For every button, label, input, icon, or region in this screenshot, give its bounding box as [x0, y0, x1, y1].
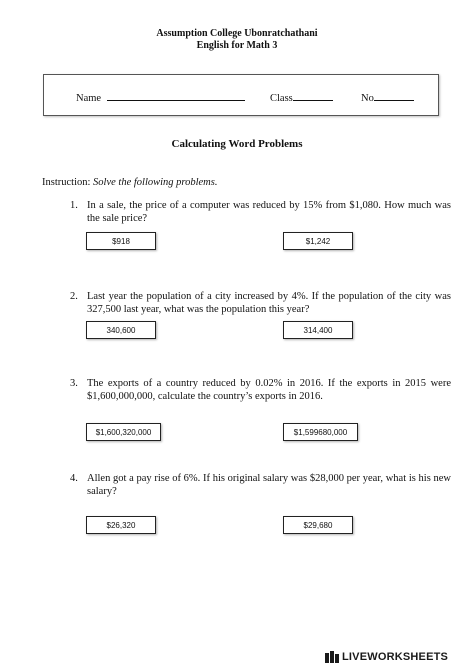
- class-field: [270, 91, 333, 104]
- question-2-option-a[interactable]: 340,600: [86, 321, 156, 339]
- question-1-option-b[interactable]: $1,242: [283, 232, 353, 250]
- no-field: [361, 91, 414, 104]
- question-2-option-b[interactable]: 314,400: [283, 321, 353, 339]
- class-line[interactable]: [293, 91, 333, 101]
- question-4-text: Allen got a pay rise of 6%. If his original salary was $28,000 per year, what is his new salary?: [87, 473, 451, 497]
- name-field: [76, 91, 245, 104]
- question-3-number: 3.: [70, 378, 78, 389]
- question-3-text: The exports of a country reduced by 0.02% in 2016. If the exports in 2015 were $1,600,000,000, calculate the country’s exports in 2016.: [87, 378, 451, 402]
- name-label: Name: [76, 93, 102, 104]
- question-3-option-a[interactable]: $1,600,320,000: [86, 423, 161, 441]
- instruction-text: Solve the following problems.: [93, 177, 218, 188]
- question-4-number: 4.: [70, 473, 78, 484]
- question-1-number: 1.: [70, 200, 78, 211]
- question-1-text: In a sale, the price of a computer was reduced by 15% from $1,080. How much was the sale price?: [87, 200, 451, 224]
- question-2-text: Last year the population of a city increased by 4%. If the population of the city was 327,500 last year, what was the population this year?: [87, 291, 451, 315]
- school-name: Assumption College Ubonratchathani: [156, 28, 318, 39]
- liveworksheets-logo: [325, 651, 448, 663]
- question-4-option-b[interactable]: $29,680: [283, 516, 353, 534]
- instruction: [42, 177, 217, 188]
- liveworksheets-logo-text: LIVEWORKSHEETS: [342, 651, 449, 663]
- question-3-option-b[interactable]: $1,599680,000: [283, 423, 358, 441]
- no-label: No: [361, 93, 374, 104]
- question-4-option-a[interactable]: $26,320: [86, 516, 156, 534]
- instruction-label: Instruction:: [42, 177, 91, 188]
- question-2-number: 2.: [70, 291, 78, 302]
- liveworksheets-logo-icon: [325, 651, 339, 663]
- no-line[interactable]: [374, 91, 414, 101]
- course-name: English for Math 3: [196, 40, 278, 51]
- class-label: Class: [270, 93, 293, 104]
- worksheet-title: Calculating Word Problems: [171, 138, 303, 150]
- name-line[interactable]: [107, 91, 245, 101]
- question-1-option-a[interactable]: $918: [86, 232, 156, 250]
